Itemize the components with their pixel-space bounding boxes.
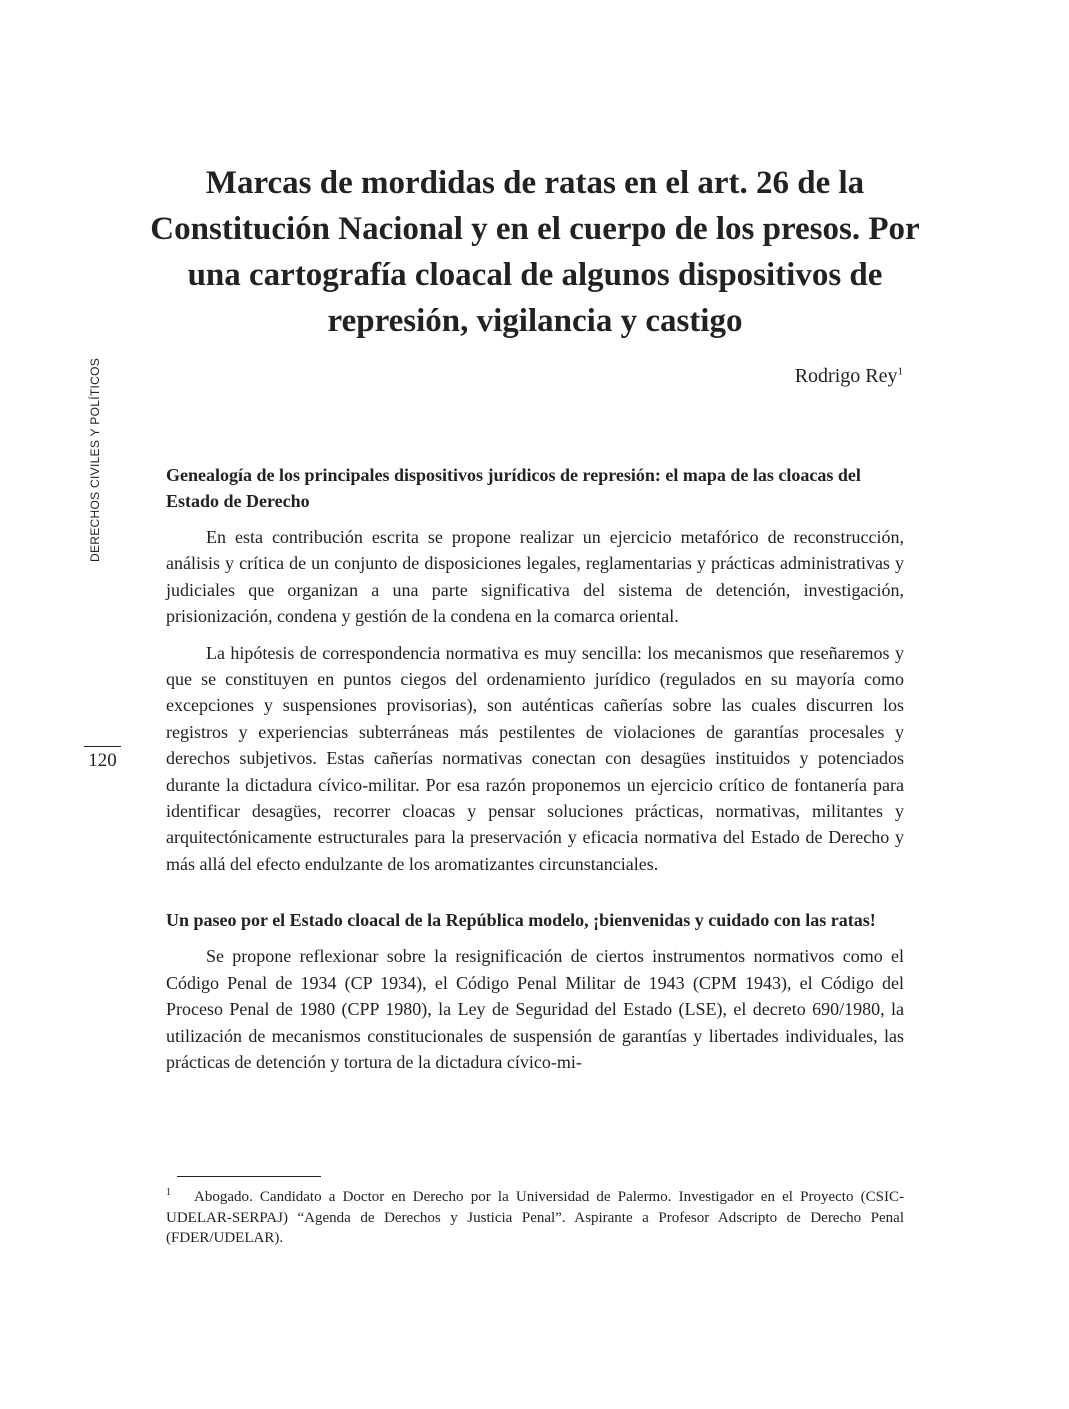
section-heading: Un paseo por el Estado cloacal de la República modelo, ¡bienvenidas y cuidado con las ratas!: [166, 910, 876, 931]
author: [795, 365, 903, 388]
paragraph: La hipótesis de correspondencia normativa es muy sencilla: los mecanismos que reseñaremos y que se constituyen en puntos ciegos del ordenamiento jurídico (regulados en su mayoría como excepciones y suspensiones provisorias), son auténticas cañerías sobre las cuales discurren los registros y experiencias subterráneas más pestilentes de violaciones de garantías procesales y derechos subjetivos. Estas cañerías normativas conectan con desagües instituidos y potenciados durante la dictadura cívico-militar. Por esa razón proponemos un ejercicio crítico de fontanería para identificar desagües, recorrer cloacas y pensar soluciones prácticas, normativas, militantes y arquitectónicamente estructurales para la preservación y eficacia normativa del Estado de Derecho y más allá del efecto endulzante de los aromatizantes circunstanciales.: [166, 642, 904, 874]
page-number: 120: [88, 750, 117, 771]
footnote: [166, 1183, 904, 1249]
author-footnote-ref: 1: [897, 365, 903, 378]
article-body: [166, 462, 904, 1085]
author-name: Rodrigo Rey: [794, 365, 898, 387]
paragraph: Se propone reflexionar sobre la resignificación de ciertos instrumentos normativos como el Código Penal de 1934 (CP 1934), el Código Penal Militar de 1943 (CPM 1943), el Código del Proceso Penal de 1980 (CPP 1980), la Ley de Seguridad del Estado (LSE), el decreto 690/1980, la utilización de mecanismos constitucionales de suspensión de garantías y libertades individuales, las prácticas de detención y tortura de la dictadura cívico-mi-: [166, 946, 904, 1072]
running-head: DERECHOS CIVILES Y POLÍTICOS: [88, 357, 102, 562]
footnote-marker: 1: [166, 1187, 171, 1198]
section-gap: [166, 887, 904, 907]
paragraph: En esta contribución escrita se propone realizar un ejercicio metafórico de reconstrucción, análisis y crítica de un conjunto de disposiciones legales, reglamentarias y prácticas administrativas y judiciales que organizan a una parte significativa del sistema de detención, investigación, prisionización, condena y gestión de la condena en la comarca oriental.: [166, 527, 904, 627]
article-title: Marcas de mordidas de ratas en el art. 26 de la Constitución Nacional y en el cuerpo de los presos. Por una cartografía cloacal de algunos dispositivos de represión, vigilancia y castigo: [150, 165, 920, 339]
footnote-text: Abogado. Candidato a Doctor en Derecho por la Universidad de Palermo. Investigador en el Proyecto (CSIC-UDELAR-SERPAJ) “Agenda de Derechos y Justicia Penal”. Aspirante a Profesor Adscripto de Derecho Penal (FDER/UDELAR).: [166, 1189, 904, 1246]
footnote-rule: [177, 1176, 321, 1177]
section-heading: Genealogía de los principales dispositivos jurídicos de represión: el mapa de las cloacas del Estado de Derecho: [166, 465, 861, 511]
page-number-rule: [84, 746, 121, 747]
